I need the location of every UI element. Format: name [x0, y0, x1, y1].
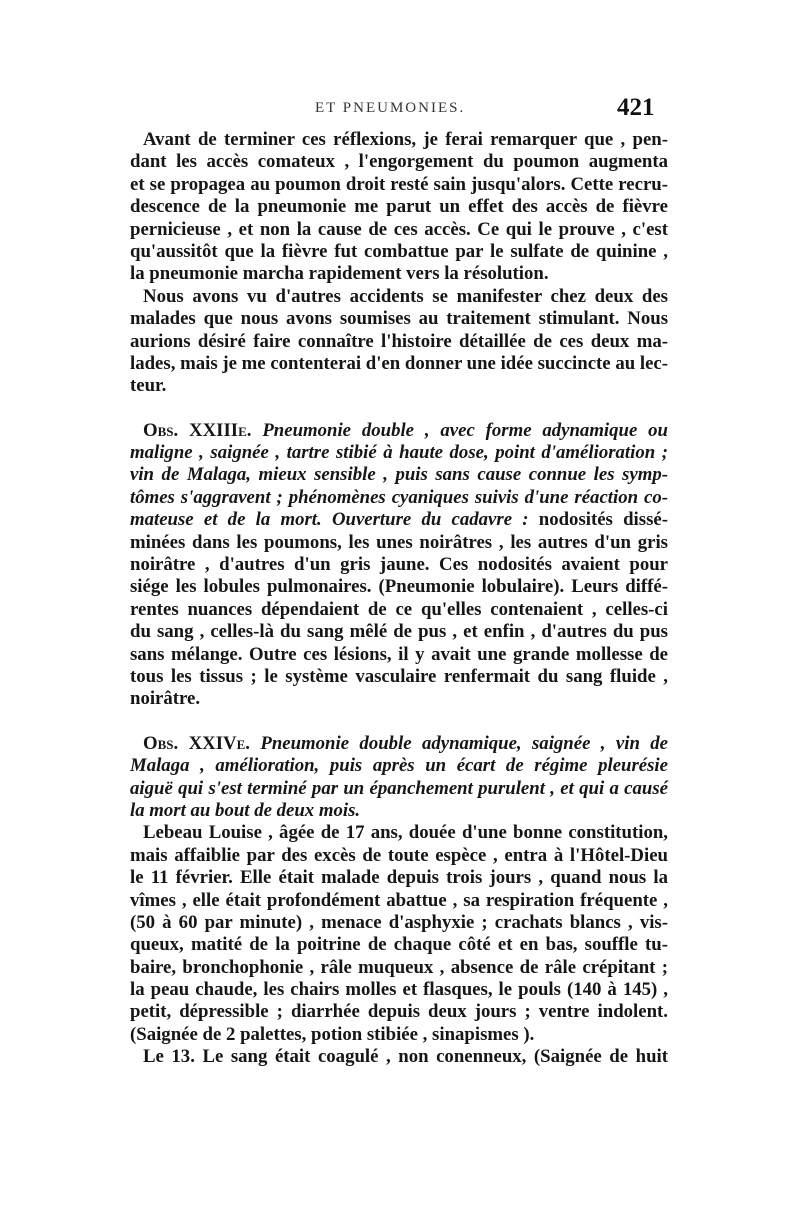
- paragraph-line: Nous avons vu d'autres accidents se manifester chez deux des: [143, 285, 668, 307]
- observation-heading: [130, 733, 668, 755]
- observation-title-line: vin de Malaga, mieux sensible , puis sans cause connue les symp-: [130, 464, 668, 486]
- paragraph-line: et se propagea au poumon droit resté sain jusqu'alors. Cette recru-: [130, 173, 668, 195]
- observation-title: Pneumonie double adynamique, saignée , vin de: [260, 732, 668, 754]
- paragraph-line: mais affaiblie par des excès de toute espèce , entra à l'Hôtel-Dieu: [130, 844, 668, 866]
- observation-heading: [130, 420, 668, 442]
- paragraph-line: Avant de terminer ces réflexions, je ferai remarquer que , pen-: [143, 129, 668, 150]
- paragraph-line: aurions désiré faire connaître l'histoire détaillée de ces deux ma-: [130, 330, 668, 352]
- paragraph-line: vîmes , elle était profondément abattue , sa respiration fréquente ,: [130, 889, 668, 911]
- paragraph-line: Lebeau Louise , âgée de 17 ans, douée d'une bonne constitution,: [143, 822, 668, 844]
- observation-title-line: la mort au bout de deux mois.: [130, 799, 361, 821]
- paragraph-line: du sang , celles-là du sang mêlé de pus , et enfin , d'autres du pus: [130, 621, 668, 643]
- page-number: 421: [617, 94, 655, 121]
- paragraph-line: noirâtre , d'autres d'un gris jaune. Ces nodosités avaient pour: [130, 554, 668, 576]
- observation-title-line: tômes s'aggravent ; phénomènes cyaniques suivis d'une réaction co-: [130, 486, 668, 508]
- observation-title-end: mateuse et de la mort. Ouverture du cadavre :: [130, 509, 529, 531]
- paragraph-line: dant les accès comateux , l'engorgement du poumon augmenta: [130, 151, 668, 173]
- paragraph-line: teur.: [130, 375, 167, 397]
- paragraph-line: pernicieuse , et non la cause de ces accès. Ce qui le prouve , c'est: [130, 218, 668, 240]
- paragraph-line: baire, bronchophonie , râle muqueux , absence de râle crépitant ;: [130, 956, 668, 978]
- paragraph-line: petit, dépressible ; diarrhée depuis deux jours ; ventre indolent.: [130, 1001, 668, 1023]
- paragraph-line: noirâtre.: [130, 688, 201, 710]
- observation-title-line: maligne , saignée , tartre stibié à haute dose, point d'amélioration ;: [130, 442, 668, 464]
- paragraph-line: lades, mais je me contenterai d'en donner une idée succincte au lec-: [130, 352, 668, 374]
- observation-title-line: aiguë qui s'est terminé par un épanchement purulent , et qui a causé: [130, 777, 668, 799]
- paragraph-line: descence de la pneumonie me parut un effet des accès de fièvre: [130, 196, 668, 218]
- paragraph-line: queux, matité de la poitrine de chaque côté et en bas, souffle tu-: [130, 934, 668, 956]
- paragraph-line: Le 13. Le sang était coagulé , non conenneux, (Saignée de huit: [143, 1046, 668, 1068]
- observation-body-start: nodosités dissé-: [528, 509, 668, 531]
- observation-label: Obs. XXIIIe.: [143, 419, 252, 441]
- observation-title: Pneumonie double , avec forme adynamique ou: [262, 419, 668, 441]
- page-body: [130, 129, 668, 1069]
- paragraph-line: malades que nous avons soumises au traitement stimulant. Nous: [130, 308, 668, 330]
- paragraph-line: qu'aussitôt que la fièvre fut combattue par le sulfate de quinine ,: [130, 240, 668, 262]
- paragraph-line: sans mélange. Outre ces lésions, il y avait une grande mollesse de: [130, 643, 668, 665]
- running-head: ET PNEUMONIES.: [315, 100, 466, 116]
- paragraph-line: (50 à 60 par minute) , menace d'asphyxie ; crachats blancs , vis-: [130, 911, 668, 933]
- paragraph-line: minées dans les poumons, les unes noirâtres , les autres d'un gris: [130, 531, 668, 553]
- observation-mixed-line: [130, 509, 668, 531]
- paragraph-line: rentes nuances dépendaient de ce qu'elles contenaient , celles-ci: [130, 598, 668, 620]
- paragraph-line: la peau chaude, les chairs molles et flasques, le pouls (140 à 145) ,: [130, 979, 668, 1001]
- observation-label: Obs. XXIVe.: [143, 732, 250, 754]
- paragraph-line: la pneumonie marcha rapidement vers la résolution.: [130, 263, 549, 285]
- observation-title-line: Malaga , amélioration, puis après un écart de régime pleurésie: [130, 755, 668, 777]
- paragraph-line: tous les tissus ; le système vasculaire renfermait du sang fluide ,: [130, 665, 668, 687]
- paragraph-line: le 11 février. Elle était malade depuis trois jours , quand nous la: [130, 867, 668, 889]
- paragraph-line: siége les lobules pulmonaires. (Pneumonie lobulaire). Leurs diffé-: [130, 576, 668, 598]
- paragraph-line: (Saignée de 2 palettes, potion stibiée , sinapismes ).: [130, 1023, 535, 1045]
